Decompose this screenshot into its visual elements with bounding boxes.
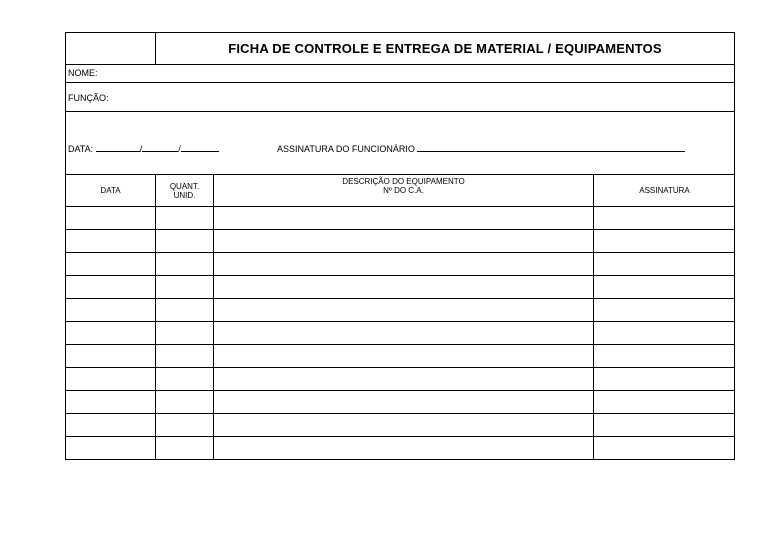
column-header-descricao [214,175,593,206]
column-header-descricao-line1: DESCRIÇÃO DO EQUIPAMENTO [342,177,465,186]
table-row-line [66,321,734,322]
date-separator: / [139,144,143,154]
form-title: FICHA DE CONTROLE E ENTREGA DE MATERIAL / EQUIPAMENTOS [228,41,662,56]
column-header-data [66,175,155,206]
date-signature-row [66,112,734,175]
table-row-line [66,436,734,437]
table-row-line [66,252,734,253]
table-row-line [66,367,734,368]
column-header-quant-line2: UNID. [173,190,196,200]
date-separator: / [178,144,181,154]
funcao-label: FUNÇÃO: [68,93,109,103]
column-divider [213,175,214,459]
table-row-line [66,298,734,299]
employee-signature-blank[interactable] [417,142,685,152]
employee-signature-field[interactable] [277,142,685,154]
title-row [66,33,734,65]
nome-row[interactable] [66,65,734,83]
column-header-quant [156,175,213,206]
column-divider [593,175,594,459]
column-header-assinatura [594,175,735,206]
nome-label: NOME: [68,68,98,78]
date-field[interactable] [68,142,219,154]
column-header-descricao-line2: Nº DO C.A. [383,186,424,195]
table-row-line [66,206,734,207]
logo-cell [66,33,156,64]
table-row-line [66,390,734,391]
column-header-data-text: DATA [100,186,121,195]
table-row-line [66,344,734,345]
date-day-blank[interactable] [96,142,140,152]
table-row-line [66,413,734,414]
date-year-blank[interactable] [181,142,219,152]
column-header-quant-line1: QUANT. [169,181,200,191]
date-label: DATA: [68,144,94,154]
date-month-blank[interactable] [139,142,178,154]
column-divider [155,175,156,459]
table-row-line [66,229,734,230]
funcao-row[interactable] [66,83,734,112]
employee-signature-label: ASSINATURA DO FUNCIONÁRIO [277,144,415,154]
equipment-table [66,175,734,459]
table-row-line [66,275,734,276]
material-control-form [65,32,735,460]
column-header-assinatura-text: ASSINATURA [639,186,690,195]
